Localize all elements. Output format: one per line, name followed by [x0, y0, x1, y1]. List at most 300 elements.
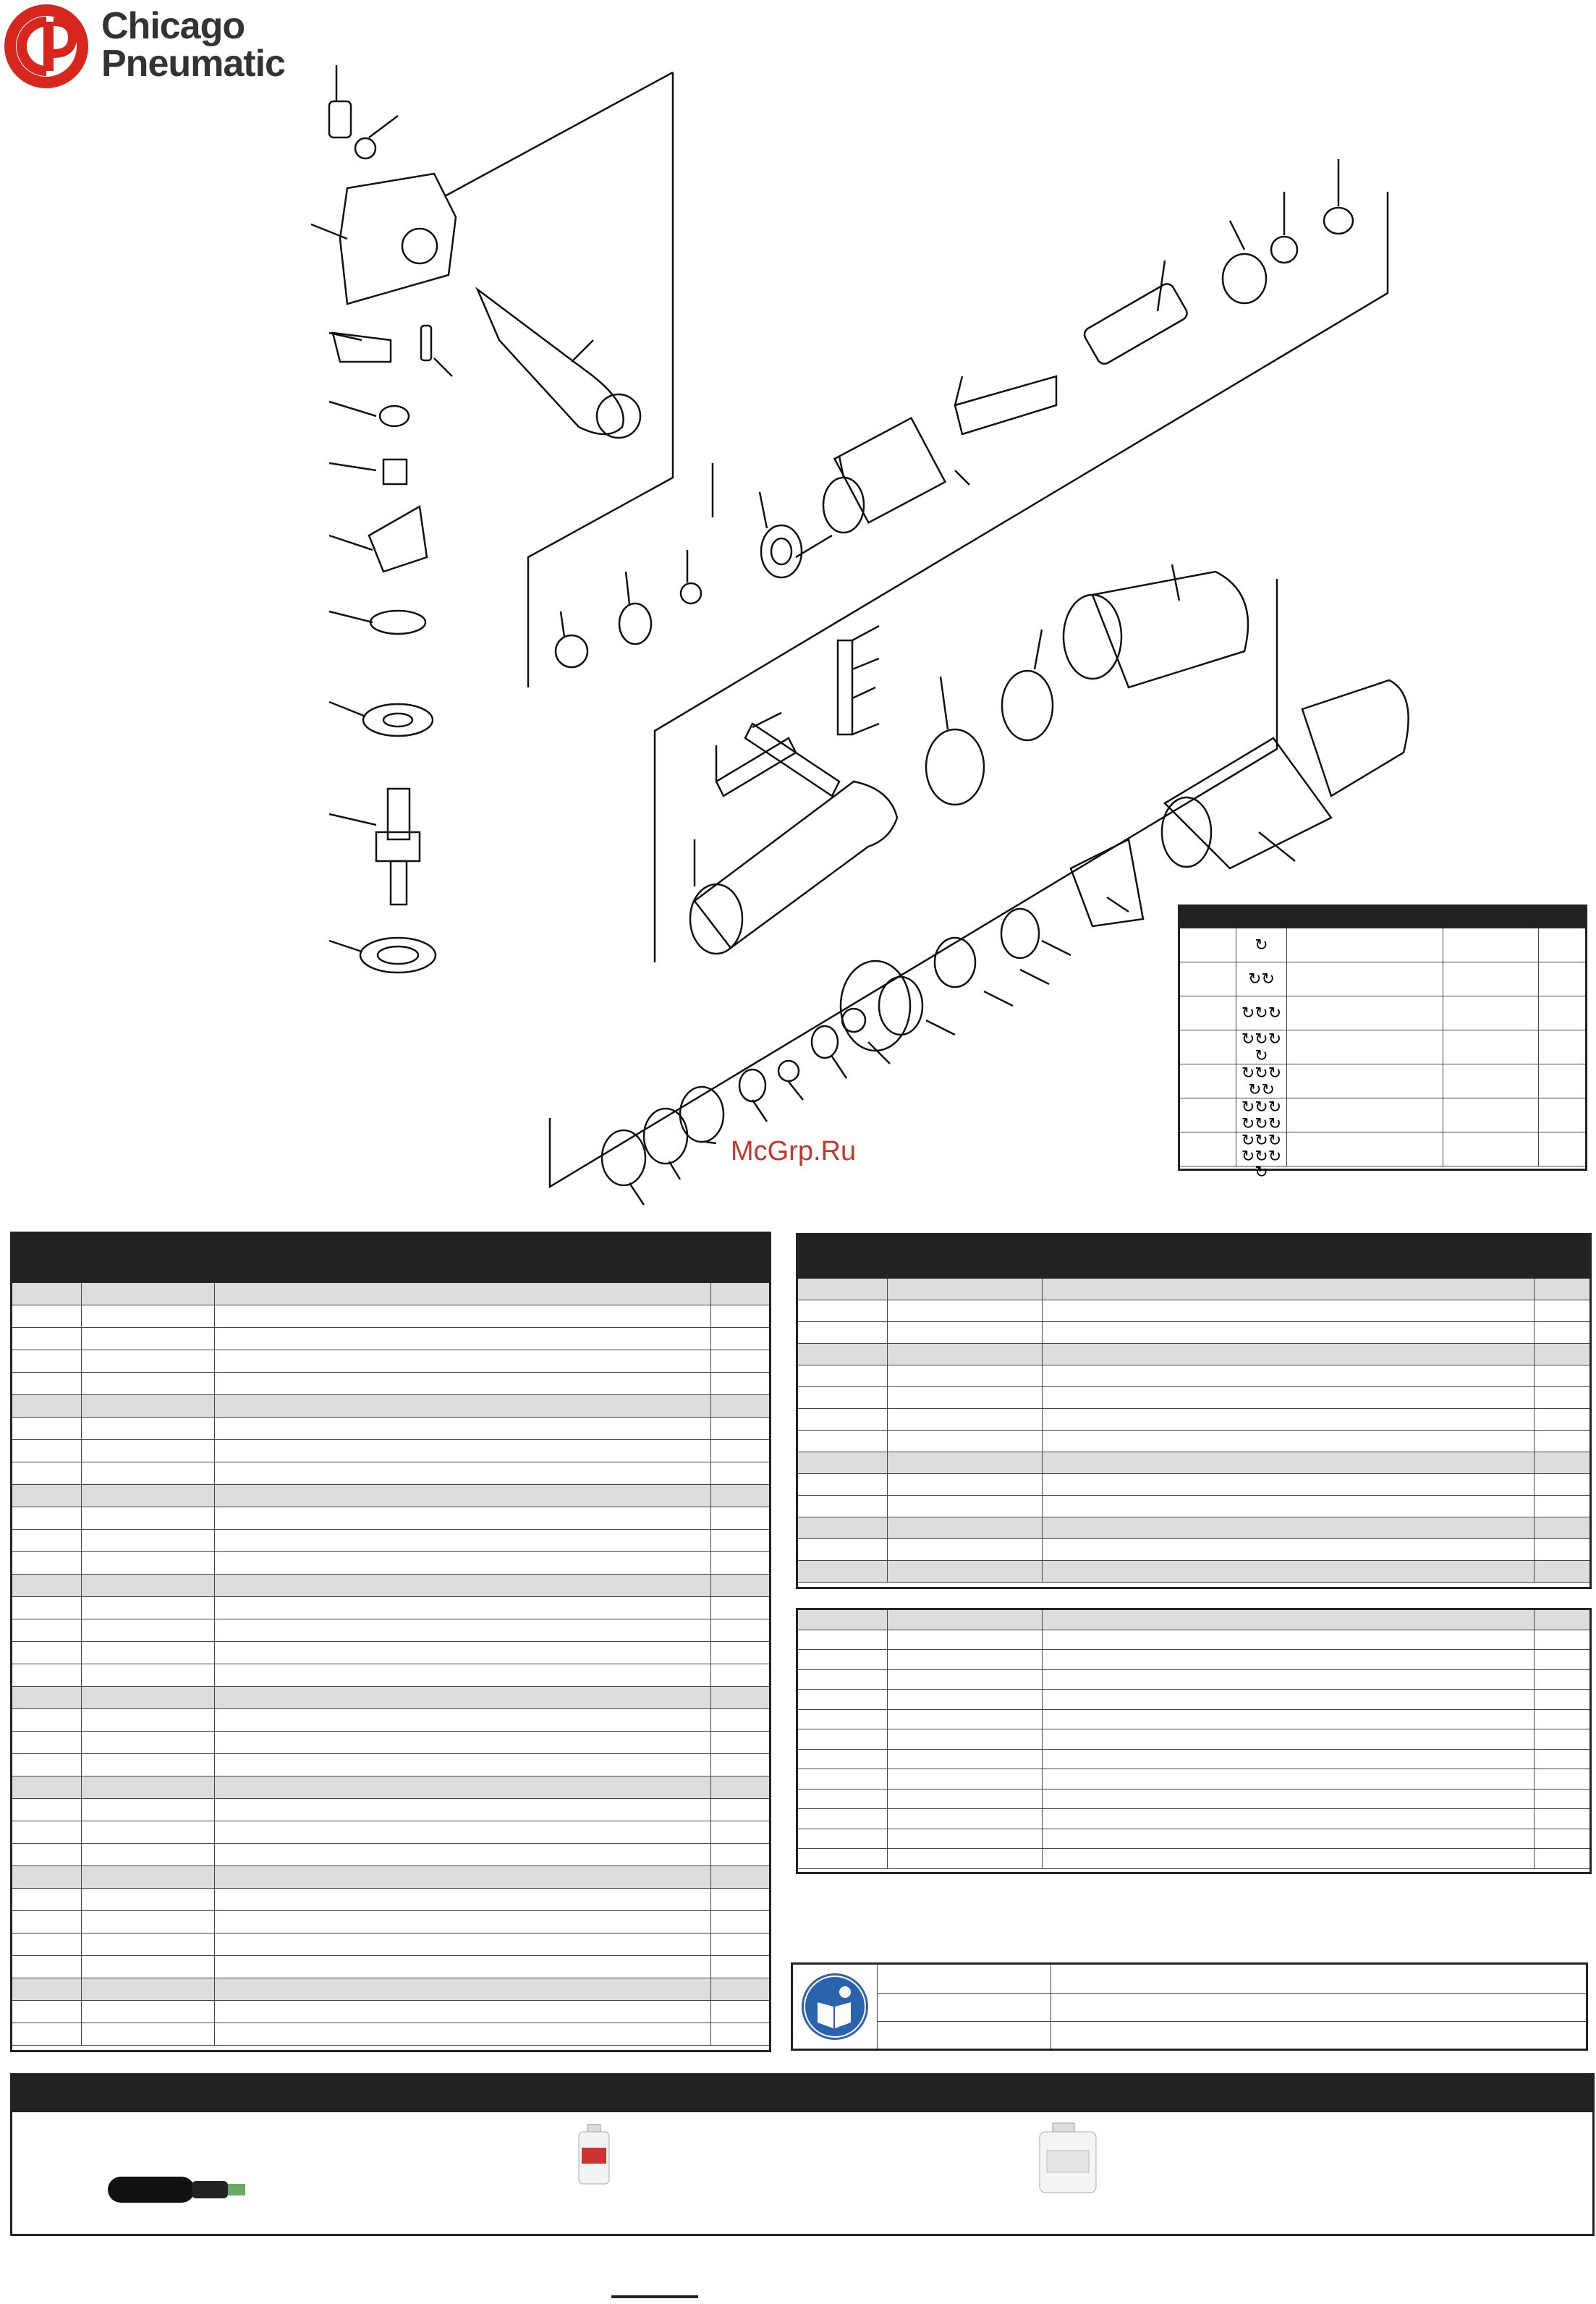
- rotation-spec-cell: [1180, 962, 1236, 996]
- parts-left-cell: [215, 1844, 711, 1865]
- parts-left-row: [12, 1889, 769, 1911]
- brand-name: Chicago Pneumatic: [101, 5, 285, 85]
- parts-right2-cell: [1043, 1849, 1535, 1868]
- parts-right-cell: [1535, 1474, 1589, 1495]
- parts-right-cell: [1535, 1452, 1589, 1473]
- rotation-arrow-icon: ↻: [1255, 1097, 1268, 1116]
- parts-right2-cell: [888, 1829, 1043, 1849]
- parts-right2-cell: [1043, 1729, 1535, 1749]
- rotation-spec-cell: [1287, 928, 1443, 962]
- parts-left-cell: [215, 1575, 711, 1596]
- parts-left-cell: [12, 1776, 82, 1798]
- parts-left-cell: [82, 1732, 215, 1753]
- parts-right-cell: [1043, 1365, 1535, 1386]
- parts-right-row: [798, 1431, 1589, 1452]
- parts-right-row: [798, 1409, 1589, 1431]
- rotation-spec-cell: [1236, 1098, 1287, 1132]
- parts-right-cell: [888, 1452, 1043, 1473]
- parts-right2-cell: [1043, 1650, 1535, 1669]
- parts-right-cell: [798, 1496, 888, 1517]
- parts-left-row: [12, 1462, 769, 1485]
- parts-left-cell: [711, 1418, 769, 1439]
- manual-reference-box: [791, 1962, 1588, 2051]
- rotation-arrow-icon: ↻: [1255, 1131, 1268, 1149]
- parts-left-cell: [215, 1732, 711, 1753]
- parts-right2-cell: [798, 1729, 888, 1749]
- parts-right2-cell: [798, 1710, 888, 1729]
- parts-right-cell: [798, 1539, 888, 1560]
- parts-left-cell: [215, 1507, 711, 1529]
- parts-left-cell: [711, 2023, 769, 2045]
- parts-left-cell: [12, 1373, 82, 1394]
- parts-right2-cell: [1043, 1769, 1535, 1789]
- parts-left-cell: [82, 1799, 215, 1821]
- rotation-spec-cell: [1180, 996, 1236, 1030]
- parts-left-cell: [12, 2001, 82, 2023]
- parts-left-row: [12, 1328, 769, 1350]
- parts-right-cell: [888, 1409, 1043, 1430]
- rotation-spec-cell: [1180, 1098, 1236, 1132]
- parts-left-row: [12, 1799, 769, 1821]
- parts-left-cell: [82, 1305, 215, 1327]
- rotation-spec-table-header: [1180, 907, 1585, 928]
- parts-left-row: [12, 2023, 769, 2046]
- parts-left-cell: [711, 1911, 769, 1933]
- parts-right-cell: [1043, 1431, 1535, 1452]
- parts-left-cell: [12, 1911, 82, 1933]
- parts-left-cell: [12, 1552, 82, 1574]
- parts-left-row: [12, 1844, 769, 1866]
- parts-right-cell: [1535, 1517, 1589, 1538]
- parts-left-cell: [82, 1462, 215, 1484]
- parts-left-cell: [711, 1799, 769, 1821]
- rotation-spec-cell: [1443, 962, 1539, 996]
- parts-right2-cell: [798, 1630, 888, 1650]
- parts-left-cell: [215, 1373, 711, 1394]
- parts-list-table-left: [10, 1232, 771, 2052]
- rotation-spec-cell: [1287, 962, 1443, 996]
- parts-right2-cell: [1535, 1729, 1589, 1749]
- parts-left-row: [12, 1395, 769, 1418]
- rotation-arrow-icon: ↻: [1255, 1046, 1268, 1064]
- rotation-spec-cell: [1236, 996, 1287, 1030]
- parts-right-row: [798, 1539, 1589, 1561]
- parts-right-cell: [1043, 1322, 1535, 1343]
- parts-left-cell: [82, 1440, 215, 1462]
- parts-left-cell: [711, 1619, 769, 1641]
- parts-right2-cell: [1535, 1790, 1589, 1809]
- parts-right2-cell: [1535, 1670, 1589, 1690]
- parts-left-cell: [82, 1395, 215, 1417]
- parts-left-cell: [215, 1597, 711, 1619]
- parts-left-cell: [82, 1507, 215, 1529]
- parts-left-cell: [215, 1350, 711, 1372]
- parts-left-cell: [12, 1619, 82, 1641]
- parts-left-cell: [82, 1418, 215, 1439]
- parts-right2-cell: [1043, 1630, 1535, 1650]
- parts-left-cell: [12, 1754, 82, 1776]
- parts-right-cell: [798, 1279, 888, 1300]
- parts-left-cell: [711, 2001, 769, 2023]
- parts-right2-cell: [888, 1610, 1043, 1630]
- parts-left-cell: [711, 1866, 769, 1888]
- parts-right2-cell: [1535, 1690, 1589, 1709]
- rotation-arrow-icon: ↻: [1268, 1097, 1282, 1116]
- parts-left-cell: [215, 1956, 711, 1978]
- parts-left-cell: [82, 1530, 215, 1551]
- parts-right2-cell: [798, 1750, 888, 1769]
- parts-right-row: [798, 1474, 1589, 1496]
- parts-right2-cell: [798, 1790, 888, 1809]
- rotation-spec-row: [1180, 1064, 1585, 1098]
- parts-left-cell: [215, 1799, 711, 1821]
- parts-right2-cell: [1043, 1690, 1535, 1709]
- parts-left-cell: [82, 1552, 215, 1574]
- rotation-spec-cell: [1539, 1030, 1585, 1064]
- parts-left-cell: [82, 1978, 215, 2000]
- rotation-arrow-icon: ↻: [1255, 1063, 1268, 1082]
- rotation-spec-cell: [1443, 928, 1539, 962]
- parts-left-cell: [12, 1934, 82, 1955]
- parts-right2-row: [798, 1729, 1589, 1750]
- parts-left-cell: [711, 1709, 769, 1731]
- parts-right2-cell: [798, 1690, 888, 1709]
- parts-right2-cell: [888, 1769, 1043, 1789]
- parts-left-cell: [82, 1485, 215, 1507]
- footer-rule: [611, 2295, 698, 2298]
- parts-left-cell: [215, 1462, 711, 1484]
- parts-right-cell: [888, 1539, 1043, 1560]
- parts-left-cell: [82, 1911, 215, 1933]
- parts-left-cell: [12, 1395, 82, 1417]
- parts-left-row: [12, 1305, 769, 1328]
- parts-left-cell: [215, 1552, 711, 1574]
- rotation-spec-row: [1180, 1030, 1585, 1064]
- parts-right-cell: [798, 1561, 888, 1582]
- rotation-spec-cell: [1287, 1064, 1443, 1098]
- parts-left-cell: [215, 1395, 711, 1417]
- parts-left-cell: [12, 1732, 82, 1753]
- parts-left-cell: [12, 1440, 82, 1462]
- parts-right-cell: [888, 1561, 1043, 1582]
- parts-right-cell: [1043, 1344, 1535, 1365]
- parts-left-cell: [215, 1889, 711, 1910]
- parts-right2-row: [798, 1690, 1589, 1710]
- parts-right-cell: [1535, 1344, 1589, 1365]
- parts-right2-cell: [888, 1729, 1043, 1749]
- parts-right-cell: [888, 1300, 1043, 1321]
- parts-left-cell: [82, 1350, 215, 1372]
- parts-right2-cell: [1535, 1610, 1589, 1630]
- rotation-arrow-icon: ↻: [1255, 936, 1268, 954]
- rotation-arrow-icon: ↻: [1255, 1114, 1268, 1132]
- parts-right2-row: [798, 1809, 1589, 1829]
- parts-left-row: [12, 2001, 769, 2023]
- parts-right2-cell: [798, 1809, 888, 1829]
- rotation-spec-cell: [1443, 1132, 1539, 1166]
- parts-left-cell: [82, 1619, 215, 1641]
- parts-left-row: [12, 1956, 769, 1978]
- parts-right2-row: [798, 1650, 1589, 1670]
- parts-left-cell: [711, 1597, 769, 1619]
- parts-left-cell: [711, 1934, 769, 1955]
- parts-left-cell: [711, 1328, 769, 1350]
- parts-right-cell: [888, 1387, 1043, 1408]
- parts-right-cell: [888, 1279, 1043, 1300]
- rotation-arrow-icon: ↻: [1241, 1114, 1255, 1132]
- parts-right-cell: [888, 1431, 1043, 1452]
- parts-left-cell: [12, 1799, 82, 1821]
- parts-right-cell: [798, 1344, 888, 1365]
- parts-left-cell: [215, 2023, 711, 2045]
- parts-right2-cell: [798, 1849, 888, 1868]
- parts-left-row: [12, 1373, 769, 1395]
- parts-left-cell: [12, 1575, 82, 1596]
- parts-left-cell: [215, 1709, 711, 1731]
- parts-right-row: [798, 1344, 1589, 1365]
- parts-right2-row: [798, 1849, 1589, 1869]
- rotation-spec-cell: [1443, 996, 1539, 1030]
- parts-left-cell: [711, 1485, 769, 1507]
- rotation-arrow-icon: ↻: [1255, 1029, 1268, 1048]
- parts-right2-cell: [1043, 1610, 1535, 1630]
- parts-left-cell: [711, 1821, 769, 1843]
- rotation-spec-cell: [1539, 1064, 1585, 1098]
- parts-left-cell: [82, 1934, 215, 1955]
- parts-left-cell: [215, 1283, 711, 1305]
- parts-right-cell: [798, 1322, 888, 1343]
- parts-left-row: [12, 1664, 769, 1687]
- rotation-arrow-icon: ↻: [1268, 1029, 1282, 1048]
- parts-right-cell: [1043, 1539, 1535, 1560]
- parts-right-cell: [1043, 1452, 1535, 1473]
- rotation-arrow-icon: ↻: [1268, 1131, 1282, 1149]
- rotation-arrow-icon: ↻: [1261, 970, 1275, 988]
- parts-left-row: [12, 1911, 769, 1934]
- accessories-header: [10, 2073, 1595, 2112]
- parts-left-cell: [711, 1305, 769, 1327]
- parts-right-cell: [1043, 1300, 1535, 1321]
- parts-left-row: [12, 1866, 769, 1889]
- parts-left-cell: [82, 1328, 215, 1350]
- rotation-arrow-icon: ↻: [1261, 1080, 1275, 1098]
- parts-left-row: [12, 1507, 769, 1530]
- parts-left-cell: [82, 1597, 215, 1619]
- rotation-spec-cell: [1236, 1064, 1287, 1098]
- parts-left-cell: [82, 1956, 215, 1978]
- parts-right-cell: [888, 1365, 1043, 1386]
- parts-right2-cell: [1535, 1769, 1589, 1789]
- parts-right2-row: [798, 1610, 1589, 1630]
- parts-left-row: [12, 1619, 769, 1642]
- parts-right2-cell: [888, 1809, 1043, 1829]
- parts-right-cell: [1043, 1496, 1535, 1517]
- parts-left-cell: [215, 1866, 711, 1888]
- parts-right2-cell: [1043, 1790, 1535, 1809]
- parts-left-cell: [711, 1350, 769, 1372]
- rotation-arrow-icon: ↻: [1268, 1063, 1282, 1082]
- parts-right-row: [798, 1365, 1589, 1387]
- parts-left-row: [12, 1642, 769, 1664]
- parts-left-cell: [12, 1283, 82, 1305]
- rotation-spec-cell: [1180, 1064, 1236, 1098]
- parts-left-cell: [82, 1754, 215, 1776]
- parts-left-cell: [711, 1552, 769, 1574]
- parts-left-cell: [82, 1709, 215, 1731]
- rotation-spec-cell: [1236, 1131, 1287, 1181]
- parts-left-cell: [711, 1687, 769, 1708]
- parts-left-row: [12, 1485, 769, 1507]
- parts-right-row: [798, 1496, 1589, 1517]
- parts-right-cell: [888, 1517, 1043, 1538]
- parts-left-cell: [215, 2001, 711, 2023]
- rotation-arrow-icon: ↻: [1268, 1147, 1282, 1165]
- parts-left-cell: [711, 1530, 769, 1551]
- parts-left-cell: [12, 1485, 82, 1507]
- rotation-spec-cell: [1539, 1132, 1585, 1166]
- parts-left-row: [12, 1530, 769, 1552]
- parts-left-cell: [215, 1530, 711, 1551]
- parts-left-cell: [12, 1709, 82, 1731]
- parts-left-cell: [82, 1575, 215, 1596]
- rotation-spec-cell: [1539, 1098, 1585, 1132]
- parts-right-cell: [1043, 1561, 1535, 1582]
- parts-left-cell: [711, 1283, 769, 1305]
- parts-right-cell: [1043, 1387, 1535, 1408]
- rotation-spec-cell: [1236, 928, 1287, 962]
- parts-left-row: [12, 1283, 769, 1305]
- parts-left-cell: [711, 1575, 769, 1596]
- parts-right2-cell: [1535, 1849, 1589, 1868]
- parts-right2-cell: [888, 1790, 1043, 1809]
- parts-left-row: [12, 1440, 769, 1462]
- parts-right2-cell: [888, 1670, 1043, 1690]
- parts-right-cell: [1535, 1300, 1589, 1321]
- parts-left-row: [12, 1552, 769, 1575]
- parts-right-cell: [1535, 1279, 1589, 1300]
- parts-left-cell: [215, 1664, 711, 1686]
- parts-left-cell: [215, 1305, 711, 1327]
- parts-right-cell: [888, 1322, 1043, 1343]
- rotation-spec-cell: [1180, 928, 1236, 962]
- parts-right-cell: [1535, 1365, 1589, 1386]
- parts-left-cell: [215, 1978, 711, 2000]
- rotation-spec-cell: [1287, 1098, 1443, 1132]
- parts-right2-row: [798, 1829, 1589, 1850]
- parts-left-cell: [711, 1978, 769, 2000]
- rotation-spec-row: [1180, 928, 1585, 962]
- parts-left-cell: [12, 1328, 82, 1350]
- rotation-spec-cell: [1236, 962, 1287, 996]
- parts-right2-row: [798, 1630, 1589, 1651]
- parts-left-cell: [215, 1911, 711, 1933]
- rotation-arrow-icon: ↻: [1241, 1131, 1255, 1149]
- parts-left-cell: [12, 1866, 82, 1888]
- parts-right-cell: [798, 1517, 888, 1538]
- parts-right2-cell: [798, 1769, 888, 1789]
- parts-left-cell: [711, 1395, 769, 1417]
- parts-right-cell: [798, 1452, 888, 1473]
- parts-left-cell: [12, 2023, 82, 2045]
- parts-right-row: [798, 1322, 1589, 1344]
- parts-left-cell: [12, 1507, 82, 1529]
- parts-right2-row: [798, 1710, 1589, 1730]
- parts-right-cell: [798, 1474, 888, 1495]
- parts-right-cell: [1535, 1387, 1589, 1408]
- parts-right-cell: [1043, 1474, 1535, 1495]
- parts-left-cell: [12, 1956, 82, 1978]
- parts-left-cell: [215, 1485, 711, 1507]
- rotation-arrow-icon: ↻: [1241, 1004, 1255, 1022]
- parts-right2-cell: [1043, 1809, 1535, 1829]
- parts-right2-cell: [1535, 1710, 1589, 1729]
- rotation-spec-cell: [1287, 996, 1443, 1030]
- parts-left-cell: [215, 1418, 711, 1439]
- parts-left-row: [12, 1709, 769, 1732]
- parts-left-cell: [215, 1642, 711, 1664]
- parts-right-cell: [888, 1344, 1043, 1365]
- parts-left-cell: [12, 1597, 82, 1619]
- parts-right2-cell: [1535, 1650, 1589, 1669]
- parts-right-cell: [1535, 1409, 1589, 1430]
- parts-right-cell: [888, 1474, 1043, 1495]
- parts-left-cell: [82, 1642, 215, 1664]
- parts-left-row: [12, 1754, 769, 1776]
- parts-right2-cell: [798, 1610, 888, 1630]
- parts-left-cell: [711, 1956, 769, 1978]
- parts-right2-cell: [888, 1750, 1043, 1769]
- parts-left-cell: [215, 1821, 711, 1843]
- parts-left-cell: [12, 1350, 82, 1372]
- parts-right2-cell: [1043, 1829, 1535, 1849]
- rotation-spec-cell: [1443, 1030, 1539, 1064]
- parts-left-cell: [82, 1776, 215, 1798]
- parts-right-cell: [888, 1496, 1043, 1517]
- parts-right-row: [798, 1452, 1589, 1474]
- parts-left-cell: [82, 1821, 215, 1843]
- parts-left-cell: [215, 1754, 711, 1776]
- rotation-spec-cell: [1539, 962, 1585, 996]
- parts-left-cell: [82, 1889, 215, 1910]
- rotation-spec-cell: [1180, 1132, 1236, 1166]
- rotation-arrow-icon: ↻: [1248, 1080, 1262, 1098]
- parts-left-cell: [12, 1664, 82, 1686]
- parts-left-cell: [82, 1373, 215, 1394]
- rotation-spec-row: [1180, 1098, 1585, 1132]
- parts-right-row: [798, 1279, 1589, 1300]
- parts-right-cell: [1043, 1279, 1535, 1300]
- parts-left-row: [12, 1934, 769, 1956]
- rotation-spec-row: [1180, 1131, 1585, 1181]
- parts-left-cell: [12, 1844, 82, 1865]
- parts-left-cell: [12, 1687, 82, 1708]
- parts-right-cell: [1535, 1431, 1589, 1452]
- parts-right-cell: [1535, 1539, 1589, 1560]
- rotation-spec-row: [1180, 996, 1585, 1030]
- parts-left-cell: [12, 1889, 82, 1910]
- parts-right-row: [798, 1561, 1589, 1583]
- parts-right2-cell: [888, 1630, 1043, 1650]
- parts-left-cell: [711, 1889, 769, 1910]
- parts-left-cell: [82, 1844, 215, 1865]
- parts-right2-cell: [1043, 1670, 1535, 1690]
- parts-left-cell: [82, 1687, 215, 1708]
- parts-left-cell: [711, 1507, 769, 1529]
- parts-left-row: [12, 1575, 769, 1597]
- parts-right2-row: [798, 1790, 1589, 1810]
- rotation-arrow-icon: ↻: [1241, 1029, 1255, 1048]
- rotation-spec-cell: [1539, 928, 1585, 962]
